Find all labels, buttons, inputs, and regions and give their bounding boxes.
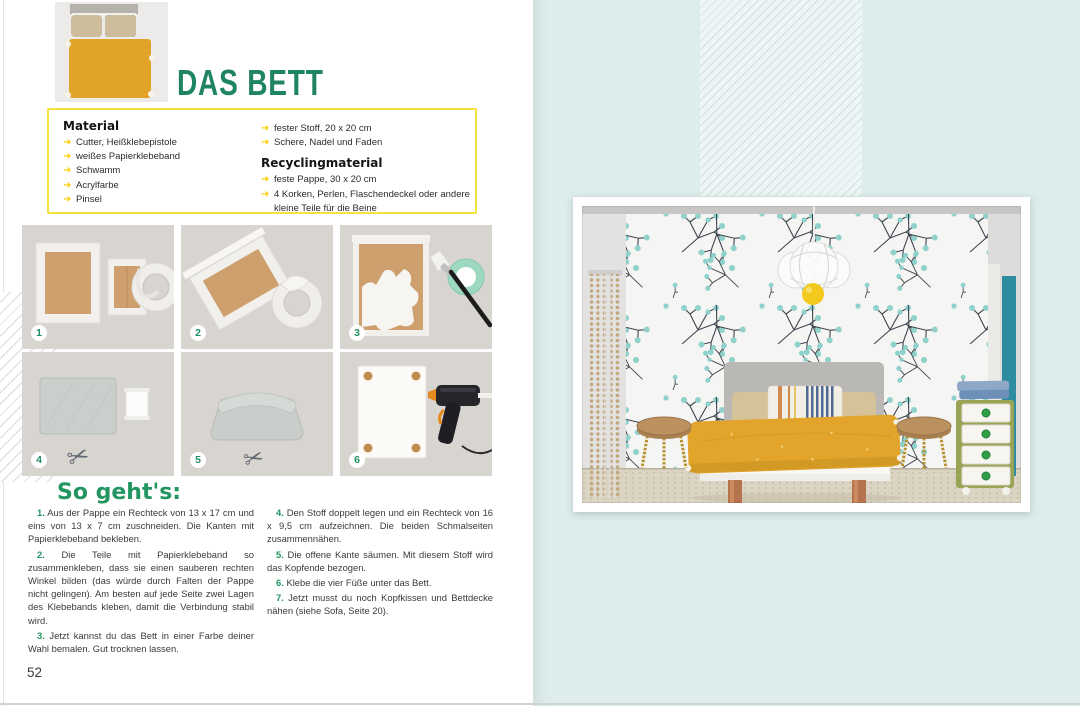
bed-top-view-illustration (55, 2, 168, 102)
scissors-icon: ✂ (63, 438, 94, 475)
instructions-heading: So geht's: (57, 480, 182, 505)
step-photo-6 (340, 352, 492, 476)
instruction-step: 2. Die Teile mit Papierklebeband so zusammenkleben, dass sie einen sauberen rechten Winkel bilden (das würde durch Falten der Pappe nicht gelingen). Am besten auf jede Seite zwei Lagen des Klebebands kleben, damit die Verbindung stabil wird. (28, 548, 254, 626)
material-heading: Material (63, 119, 120, 133)
miniature-bedroom-scene (582, 206, 1021, 503)
right-page (533, 0, 1080, 706)
material-column-1 (63, 119, 258, 207)
step-number-badge: 4 (31, 452, 47, 468)
material-item: ➜ Cutter, Heißklebepistole (63, 136, 258, 150)
step-photo-5 (181, 352, 333, 476)
step-number-badge: 2 (190, 325, 206, 341)
material-item: ➜ Schwamm (63, 164, 258, 178)
material-item: ➜ 4 Korken, Perlen, Flaschendeckel oder andere kleine Teile für die Beine (261, 188, 471, 216)
material-item: ➜ Schere, Nadel und Faden (261, 136, 471, 150)
gutter-shadow (533, 0, 547, 706)
page-title: DAS BETT (177, 62, 324, 103)
material-item: ➜ fester Stoff, 20 x 20 cm (261, 122, 471, 136)
step-photo-3 (340, 225, 492, 349)
page-bottom-edge (0, 703, 1080, 705)
step-photo-2 (181, 225, 333, 349)
material-box (47, 108, 477, 214)
step-photo-1 (22, 225, 174, 349)
step-number-badge: 6 (349, 452, 365, 468)
step-photo-4 (22, 352, 174, 476)
arrow-bullet-icon: ➜ (261, 174, 270, 186)
instruction-step: 7. Jetzt musst du noch Kopfkissen und Bettdecke nähen (siehe Sofa, Seite 20). (267, 592, 493, 617)
bed-top-view-photo (55, 2, 168, 102)
instruction-step: 5. Die offene Kante säumen. Mit diesem Stoff wird das Kopfende bezogen. (267, 548, 493, 573)
step-number-badge: 3 (349, 325, 365, 341)
arrow-bullet-icon: ➜ (63, 165, 72, 177)
arrow-bullet-icon: ➜ (261, 123, 270, 134)
instruction-step: 6. Klebe die vier Füße unter das Bett. (276, 577, 432, 589)
step-number-badge: 1 (31, 325, 47, 341)
recycling-heading: Recyclingmaterial (261, 156, 383, 171)
arrow-bullet-icon: ➜ (261, 137, 270, 149)
step-number-badge: 5 (190, 452, 206, 468)
arrow-bullet-icon: ➜ (63, 151, 72, 163)
instruction-step: 1. Aus der Pappe ein Rechteck von 13 x 17 cm und eins von 13 x 7 cm zuschneiden. Die Kanten mit Papierklebeband bekleben. (28, 507, 254, 545)
arrow-bullet-icon: ➜ (63, 193, 72, 205)
material-item: ➜ Acrylfarbe (63, 179, 258, 193)
arrow-bullet-icon: ➜ (63, 179, 72, 191)
left-page (0, 0, 533, 706)
instruction-step: 3. Jetzt kannst du das Bett in einer Farbe deiner Wahl bemalen. Gut trocknen lassen. (28, 629, 255, 655)
inspiration-photo (573, 197, 1030, 512)
material-column-2 (261, 119, 471, 216)
material-item: ➜ weißes Papierklebeband (63, 150, 258, 164)
arrow-bullet-icon: ➜ (261, 188, 270, 200)
instructions (28, 506, 493, 657)
material-item: ➜ feste Pappe, 30 x 20 cm (261, 173, 471, 187)
instructions-column-1 (28, 506, 254, 657)
instructions-column-2 (267, 506, 493, 657)
page-number: 52 (27, 665, 43, 680)
arrow-bullet-icon: ➜ (63, 137, 72, 148)
instruction-step: 4. Den Stoff doppelt legen und ein Rechteck von 16 x 9,5 cm aufzeichnen. Die beiden Schmalseiten zusammennähen. (267, 507, 493, 545)
diagonal-stripe-band (700, 0, 862, 196)
scissors-icon: ✂ (240, 443, 267, 475)
material-item: ➜ Pinsel (63, 193, 258, 207)
